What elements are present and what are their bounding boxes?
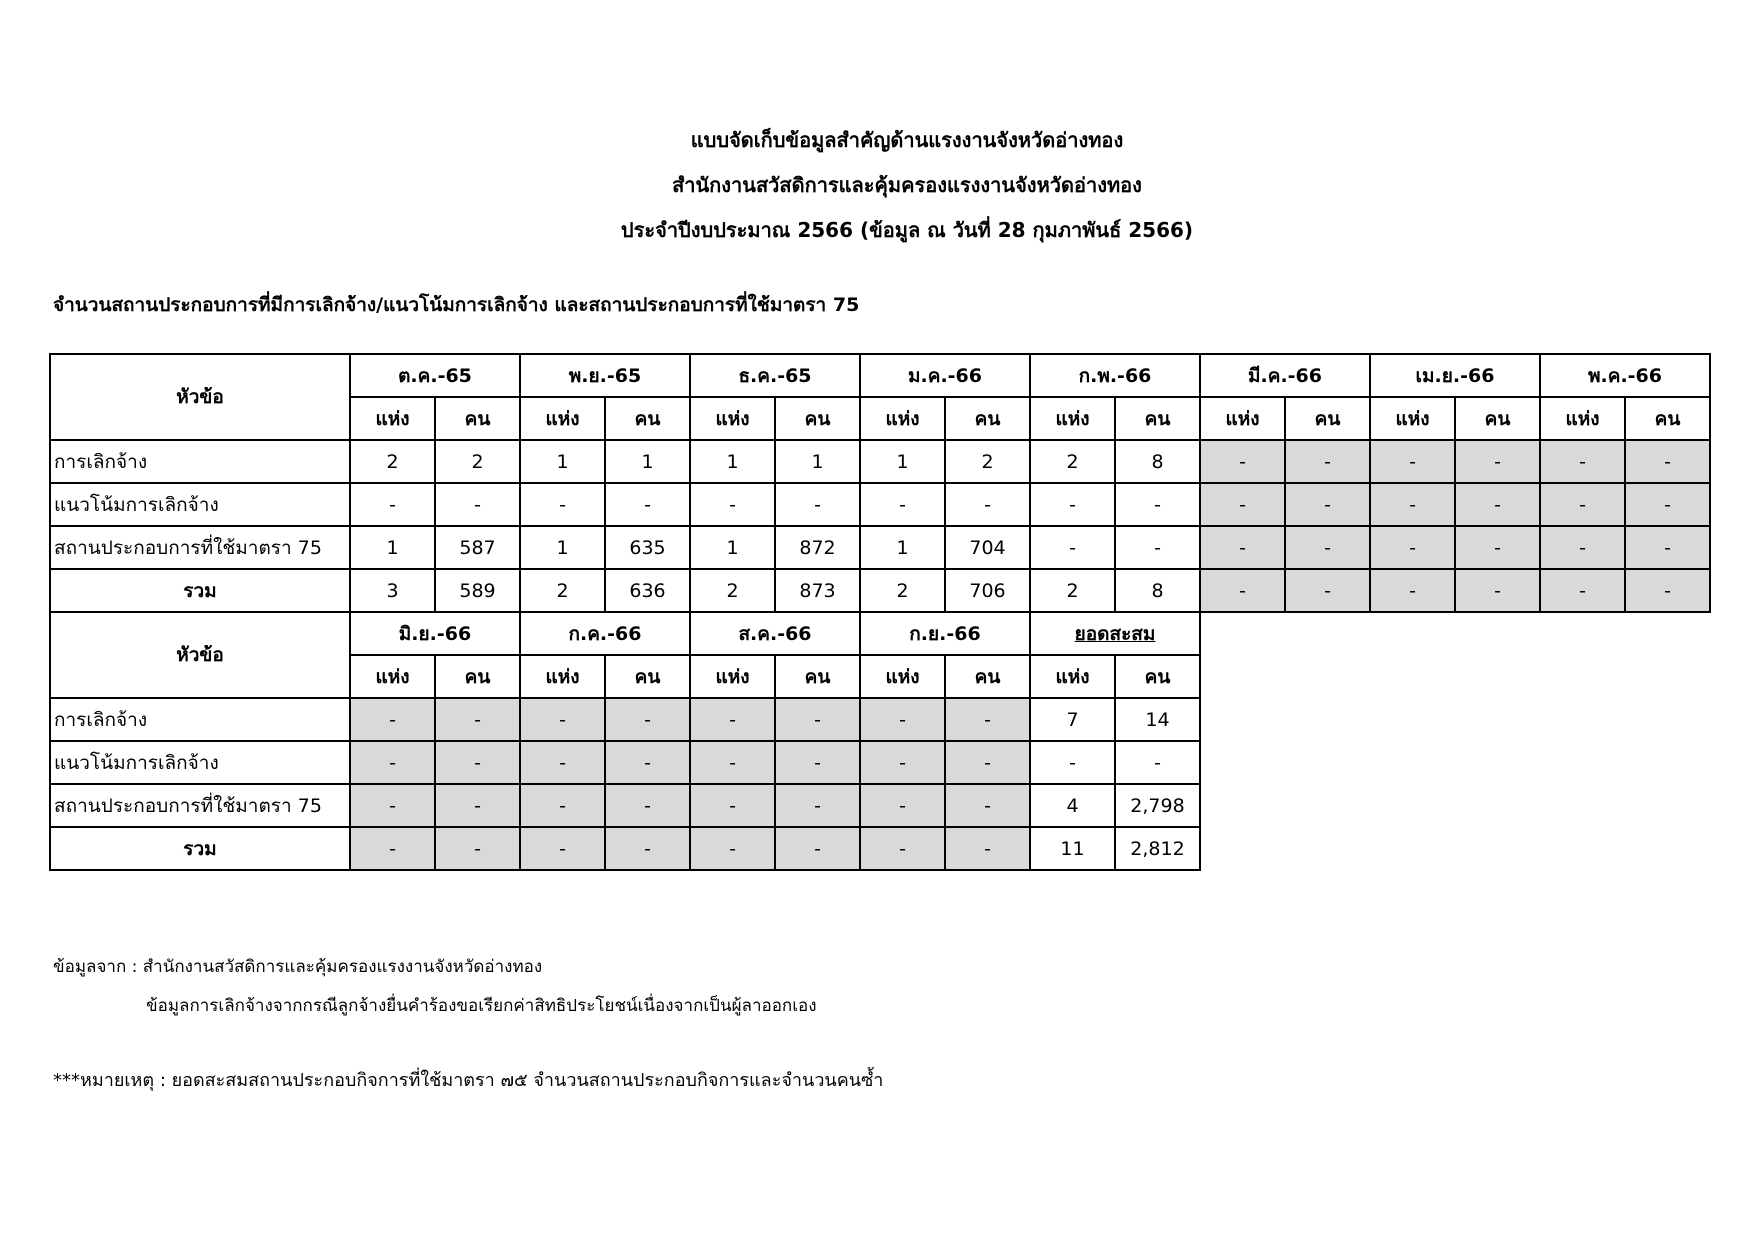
value-cell: 2 [690,569,775,612]
empty-cell [1455,784,1540,827]
value-cell: - [350,698,435,741]
unit-people-header: คน [775,655,860,698]
value-cell: - [1285,569,1370,612]
empty-cell [1625,784,1710,827]
table-row [50,827,1710,870]
value-cell: - [605,483,690,526]
cumulative-value-cell: 7 [1030,698,1115,741]
month-header: ก.ค.-66 [520,612,690,655]
empty-cell [1285,698,1370,741]
value-cell: - [1285,526,1370,569]
value-cell: - [860,784,945,827]
source-note: ข้อมูลจาก : สำนักงานสวัสดิการและคุ้มครองแรงงานจังหวัดอ่างทอง [53,957,543,977]
month-header: ก.พ.-66 [1030,354,1200,397]
cumulative-value-cell: 2,798 [1115,784,1200,827]
empty-cell [1455,655,1540,698]
unit-places-header: แห่ง [520,655,605,698]
value-cell: 2 [1030,569,1115,612]
value-cell: 2 [435,440,520,483]
unit-people-header: คน [605,655,690,698]
value-cell: - [350,827,435,870]
value-cell: 873 [775,569,860,612]
value-cell: - [1455,526,1540,569]
table-row [50,526,1710,569]
value-cell: 2 [1030,440,1115,483]
month-header: ส.ค.-66 [690,612,860,655]
value-cell: 1 [350,526,435,569]
row-label: สถานประกอบการที่ใช้มาตรา 75 [50,526,350,569]
empty-cell [1370,612,1455,655]
unit-people-header: คน [945,397,1030,440]
row-label: แนวโน้มการเลิกจ้าง [50,741,350,784]
value-cell: - [860,698,945,741]
header-label: หัวข้อ [50,354,350,440]
empty-cell [1625,827,1710,870]
value-cell: 1 [690,526,775,569]
value-cell: - [605,698,690,741]
empty-cell [1200,612,1285,655]
empty-cell [1370,784,1455,827]
value-cell: - [1540,483,1625,526]
value-cell: - [1285,483,1370,526]
value-cell: - [775,698,860,741]
value-cell: - [605,784,690,827]
table-subtitle: จำนวนสถานประกอบการที่มีการเลิกจ้าง/แนวโน้มการเลิกจ้าง และสถานประกอบการที่ใช้มาตรา 75 [53,294,860,316]
value-cell: - [1625,483,1710,526]
empty-cell [1540,741,1625,784]
empty-cell [1625,698,1710,741]
value-cell: - [435,483,520,526]
value-cell: - [775,483,860,526]
value-cell: - [860,483,945,526]
table-row [50,741,1710,784]
value-cell: 1 [520,440,605,483]
value-cell: - [1200,526,1285,569]
empty-cell [1285,741,1370,784]
table-row [50,483,1710,526]
unit-places-header: แห่ง [860,655,945,698]
value-cell: - [1540,569,1625,612]
value-cell: - [945,741,1030,784]
value-cell: 872 [775,526,860,569]
value-cell: - [690,741,775,784]
value-cell: - [435,827,520,870]
value-cell: - [1200,483,1285,526]
unit-people-header: คน [605,397,690,440]
empty-cell [1200,698,1285,741]
value-cell: - [435,698,520,741]
value-cell: - [1625,440,1710,483]
page-title-line-3: ประจำปีงบประมาณ 2566 (ข้อมูล ณ วันที่ 28 กุมภาพันธ์ 2566) [620,218,1194,242]
source-detail-note: ข้อมูลการเลิกจ้างจากกรณีลูกจ้างยื่นคำร้องขอเรียกค่าสิทธิประโยชน์เนื่องจากเป็นผู้ลาออกเอง [146,996,817,1016]
unit-places-header: แห่ง [1540,397,1625,440]
empty-cell [1370,655,1455,698]
value-cell: - [350,483,435,526]
value-cell: - [1200,440,1285,483]
value-cell: - [690,827,775,870]
unit-places-header: แห่ง [350,655,435,698]
empty-cell [1540,827,1625,870]
empty-cell [1540,698,1625,741]
value-cell: 1 [860,440,945,483]
value-cell: - [1540,526,1625,569]
month-header: ธ.ค.-65 [690,354,860,397]
cumulative-value-cell: 11 [1030,827,1115,870]
value-cell: 1 [690,440,775,483]
table-row [50,698,1710,741]
empty-cell [1625,741,1710,784]
table-row [50,784,1710,827]
row-label: รวม [50,827,350,870]
value-cell: 587 [435,526,520,569]
value-cell: - [520,698,605,741]
header-label: หัวข้อ [50,612,350,698]
value-cell: - [690,483,775,526]
value-cell: - [1200,569,1285,612]
month-header: พ.ค.-66 [1540,354,1710,397]
unit-places-header: แห่ง [1370,397,1455,440]
value-cell: - [520,741,605,784]
header-row-months-part2 [50,612,1710,655]
value-cell: - [1370,440,1455,483]
empty-cell [1370,698,1455,741]
value-cell: - [1625,569,1710,612]
row-label: แนวโน้มการเลิกจ้าง [50,483,350,526]
value-cell: 589 [435,569,520,612]
cumulative-value-cell: - [1030,741,1115,784]
value-cell: - [945,698,1030,741]
unit-people-header: คน [435,655,520,698]
value-cell: - [860,741,945,784]
empty-cell [1200,655,1285,698]
unit-places-header: แห่ง [350,397,435,440]
empty-cell [1285,784,1370,827]
empty-cell [1540,655,1625,698]
value-cell: - [775,784,860,827]
month-header: ต.ค.-65 [350,354,520,397]
value-cell: - [520,483,605,526]
value-cell: 2 [350,440,435,483]
unit-places-header: แห่ง [1030,655,1115,698]
unit-places-header: แห่ง [690,397,775,440]
value-cell: - [1370,526,1455,569]
value-cell: 704 [945,526,1030,569]
value-cell: 1 [520,526,605,569]
month-header: มี.ค.-66 [1200,354,1370,397]
empty-cell [1455,827,1540,870]
page-title-line-2: สำนักงานสวัสดิการและคุ้มครองแรงงานจังหวัดอ่างทอง [672,173,1142,197]
value-cell: 2 [945,440,1030,483]
row-label: การเลิกจ้าง [50,698,350,741]
value-cell: - [1625,526,1710,569]
table-row [50,569,1710,612]
empty-cell [1455,741,1540,784]
value-cell: 8 [1115,440,1200,483]
unit-people-header: คน [1115,397,1200,440]
value-cell: - [1455,569,1540,612]
month-header: มิ.ย.-66 [350,612,520,655]
cumulative-label: ยอดสะสม [1074,622,1156,645]
cumulative-value-cell: 14 [1115,698,1200,741]
unit-places-header: แห่ง [860,397,945,440]
value-cell: - [690,698,775,741]
table-row [50,440,1710,483]
month-header: ก.ย.-66 [860,612,1030,655]
value-cell: 1 [775,440,860,483]
value-cell: - [1370,483,1455,526]
value-cell: - [945,784,1030,827]
unit-people-header: คน [1455,397,1540,440]
value-cell: 635 [605,526,690,569]
empty-cell [1200,741,1285,784]
cumulative-value-cell: 2,812 [1115,827,1200,870]
empty-cell [1540,784,1625,827]
value-cell: 3 [350,569,435,612]
value-cell: - [945,827,1030,870]
empty-cell [1625,655,1710,698]
page-title-line-1: แบบจัดเก็บข้อมูลสำคัญด้านแรงงานจังหวัดอ่างทอง [690,128,1124,152]
empty-cell [1285,827,1370,870]
unit-places-header: แห่ง [690,655,775,698]
empty-cell [1455,698,1540,741]
unit-places-header: แห่ง [1030,397,1115,440]
value-cell: - [1030,526,1115,569]
row-label: รวม [50,569,350,612]
month-header: พ.ย.-65 [520,354,690,397]
value-cell: - [1455,483,1540,526]
value-cell: - [605,827,690,870]
cumulative-value-cell: 4 [1030,784,1115,827]
value-cell: - [1455,440,1540,483]
value-cell: - [435,741,520,784]
value-cell: 706 [945,569,1030,612]
value-cell: - [605,741,690,784]
value-cell: 1 [605,440,690,483]
unit-places-header: แห่ง [520,397,605,440]
value-cell: - [435,784,520,827]
empty-cell [1370,827,1455,870]
unit-people-header: คน [435,397,520,440]
value-cell: 2 [520,569,605,612]
month-header: เม.ย.-66 [1370,354,1540,397]
unit-places-header: แห่ง [1200,397,1285,440]
empty-cell [1285,612,1370,655]
header-row-months-part1 [50,354,1710,397]
empty-cell [1285,655,1370,698]
empty-cell [1200,827,1285,870]
empty-cell [1540,612,1625,655]
row-label: การเลิกจ้าง [50,440,350,483]
empty-cell [1625,612,1710,655]
empty-cell [1200,784,1285,827]
value-cell: - [690,784,775,827]
value-cell: 2 [860,569,945,612]
value-cell: - [1115,526,1200,569]
cumulative-header [1030,612,1200,655]
value-cell: - [350,741,435,784]
labour-data-table [49,353,1711,871]
remark-note: ***หมายเหตุ : ยอดสะสมสถานประกอบกิจการที่ใช้มาตรา ๗๕ จำนวนสถานประกอบกิจการและจำนวนคนซ้ำ [53,1070,884,1091]
row-label: สถานประกอบการที่ใช้มาตรา 75 [50,784,350,827]
empty-cell [1370,741,1455,784]
value-cell: - [775,741,860,784]
value-cell: - [945,483,1030,526]
value-cell: - [775,827,860,870]
value-cell: - [1540,440,1625,483]
value-cell: - [520,784,605,827]
empty-cell [1455,612,1540,655]
value-cell: - [520,827,605,870]
cumulative-value-cell: - [1115,741,1200,784]
unit-people-header: คน [1115,655,1200,698]
value-cell: 636 [605,569,690,612]
unit-people-header: คน [1625,397,1710,440]
unit-people-header: คน [775,397,860,440]
value-cell: - [860,827,945,870]
value-cell: - [1030,483,1115,526]
month-header: ม.ค.-66 [860,354,1030,397]
unit-people-header: คน [945,655,1030,698]
value-cell: 1 [860,526,945,569]
value-cell: - [1370,569,1455,612]
value-cell: - [1115,483,1200,526]
unit-people-header: คน [1285,397,1370,440]
value-cell: 8 [1115,569,1200,612]
value-cell: - [350,784,435,827]
value-cell: - [1285,440,1370,483]
